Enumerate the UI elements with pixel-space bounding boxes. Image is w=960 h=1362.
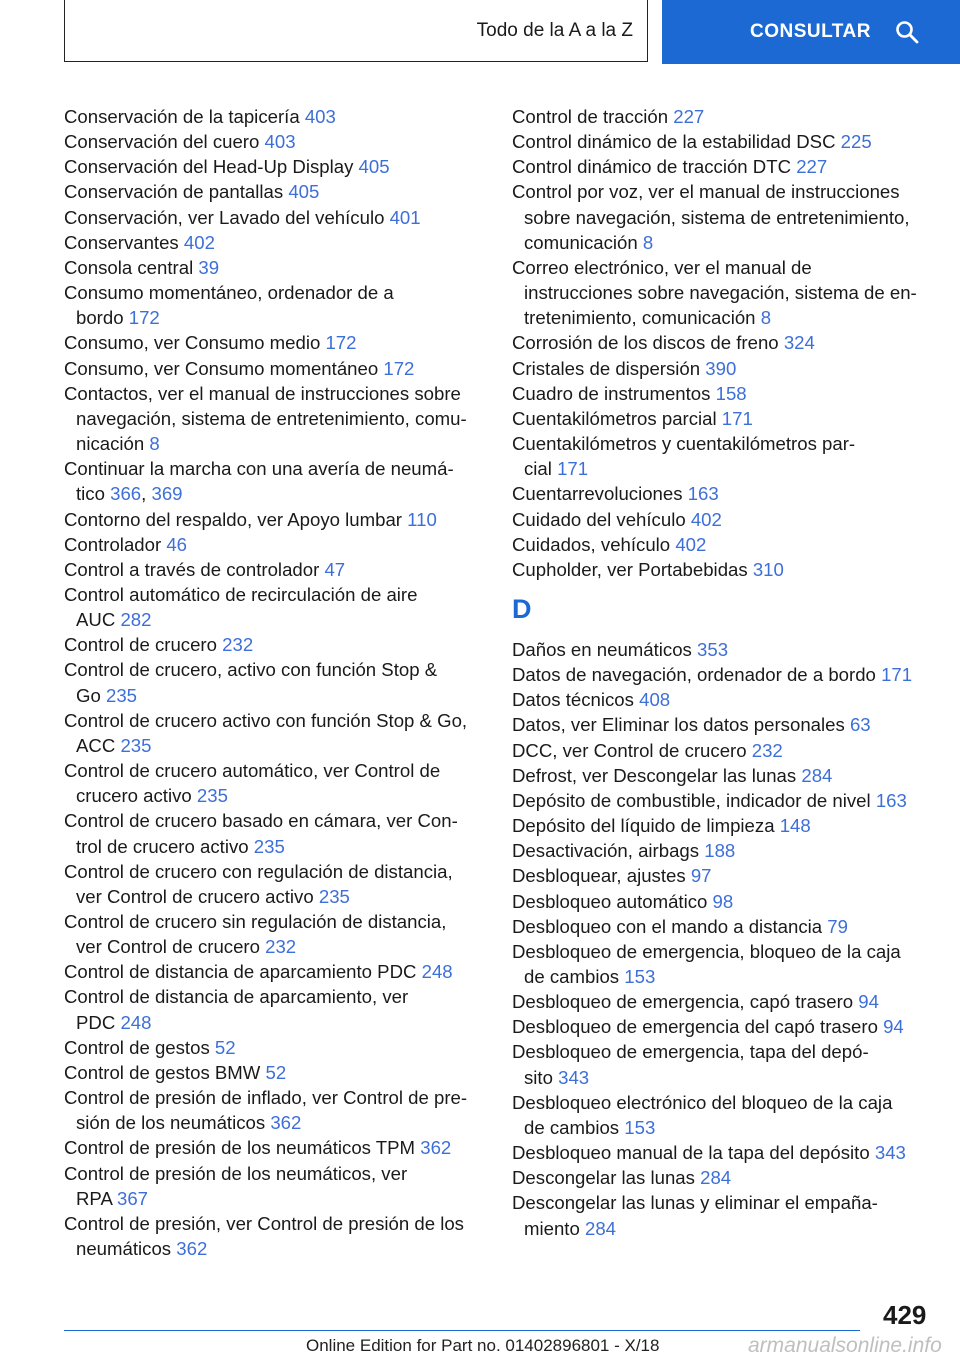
index-entry: Consumo, ver Consumo momentáneo 172 [64,357,415,379]
watermark: armanualsonline.info [748,1334,942,1357]
page-link[interactable]: 171 [881,664,913,686]
page-link[interactable]: 367 [117,1187,149,1209]
page-number: 429 [883,1300,927,1330]
page-link[interactable]: 94 [883,1016,904,1038]
index-column-right [512,104,932,1241]
page-link[interactable]: 52 [265,1061,287,1083]
index-entry: Control de crucero automático, ver Control de crucero activo 235 [64,760,441,807]
page-link[interactable]: 343 [874,1142,906,1164]
page-link[interactable]: 235 [196,785,228,807]
index-entry: Contactos, ver el manual de instrucciones sobre navegación, sistema de entretenimiento, comu‐ nicación 8 [64,382,467,455]
index-entry: Desbloqueo de emergencia del capó trasero 94 [512,1016,904,1038]
index-entry: Depósito del líquido de limpieza 148 [512,815,811,837]
page-link[interactable]: 284 [584,1217,617,1239]
index-entry: Control de gestos 52 [64,1036,236,1058]
page-link[interactable]: 343 [558,1066,590,1088]
footer-divider [64,1330,860,1331]
tab-index-a-z[interactable] [64,0,648,62]
index-entry: Desbloqueo automático 98 [512,890,734,912]
index-entry: Consumo, ver Consumo medio 172 [64,332,357,354]
index-entry: Desbloqueo con el mando a distancia 79 [512,915,848,937]
page-link[interactable]: 235 [105,684,138,706]
index-entry: Cristales de dispersión 390 [512,357,737,379]
top-navigation [0,0,960,66]
page-link[interactable]: 8 [760,307,772,329]
page-link[interactable]: 227 [796,156,828,178]
index-entry: Control de distancia de aparcamiento, ver PDC 248 [64,986,409,1033]
index-entry: Control de distancia de aparcamiento PDC 248 [64,961,453,983]
page-link[interactable]: 172 [128,307,160,329]
index-entry: Datos, ver Eliminar los datos personales 63 [512,714,871,736]
page-link[interactable]: 171 [721,407,753,429]
page-link[interactable]: 52 [214,1036,236,1058]
index-entry: Control de presión de los neumáticos, ver RPA 367 [64,1162,408,1209]
page-link[interactable]: 97 [690,865,712,887]
page-link[interactable]: 402 [183,231,215,253]
page-link[interactable]: 94 [858,991,879,1013]
index-entry: Control de crucero basado en cámara, ver Con‐ trol de crucero activo 235 [64,810,458,857]
index-entry: Cupholder, ver Portabebidas 310 [512,558,784,580]
index-entry: Control dinámico de la estabilidad DSC 225 [512,131,872,153]
index-entry: Desbloqueo de emergencia, capó trasero 94 [512,991,879,1013]
page-link[interactable]: 284 [801,764,833,786]
tab-index-label: Todo de la A a la Z [476,19,633,41]
page-link[interactable]: 248 [421,961,453,983]
index-entry: Desbloquear, ajustes 97 [512,865,712,887]
index-entry: Control de crucero, activo con función Stop & Go 235 [64,659,438,706]
index-entry: Cuidado del vehículo 402 [512,508,722,530]
index-entry: Control de crucero 232 [64,634,254,656]
page-link[interactable]: 158 [715,382,747,404]
index-entry: Control dinámico de tracción DTC 227 [512,156,828,178]
page-link[interactable]: 163 [875,789,907,811]
index-entry: Cuentakilómetros y cuentakilómetros par‐ cial 171 [512,433,856,480]
index-entry: Descongelar las lunas y eliminar el empaña‐ miento 284 [512,1192,878,1239]
index-entry: Control a través de controlador 47 [64,558,346,580]
page-link[interactable]: 390 [705,357,737,379]
index-entry: Control por voz, ver el manual de instrucciones sobre navegación, sistema de entretenimiento, comunicación 8 [512,181,910,253]
page-link[interactable]: 402 [675,533,707,555]
index-entry: Control de crucero activo con función Stop & Go, ACC 235 [64,709,468,756]
page-link[interactable]: 232 [222,634,254,656]
index-entry: Descongelar las lunas 284 [512,1167,732,1189]
page-link[interactable]: 353 [697,638,729,660]
page-link[interactable]: 171 [557,458,589,480]
page-link[interactable]: 172 [383,357,415,379]
index-entry: Defrost, ver Descongelar las lunas 284 [512,764,833,786]
index-entry: Depósito de combustible, indicador de nivel 163 [512,789,907,811]
index-entry: Cuentakilómetros parcial 171 [512,407,753,429]
page-link[interactable]: 232 [751,739,783,761]
index-entry: Desactivación, airbags 188 [512,840,736,862]
index-entry: Continuar la marcha con una avería de neumá‐ tico 366, 369 [64,458,454,505]
index-entry: Conservantes 402 [64,231,215,253]
page-link[interactable]: 79 [827,915,848,937]
page-link[interactable]: 282 [120,609,152,631]
page-link[interactable]: 235 [120,734,152,756]
index-entry: Conservación, ver Lavado del vehículo 401 [64,206,421,228]
index-entry: Conservación del Head-Up Display 405 [64,156,390,178]
page-link[interactable]: 39 [198,256,220,278]
index-entry: Contorno del respaldo, ver Apoyo lumbar 110 [64,508,437,530]
index-entry: Desbloqueo electrónico del bloqueo de la caja de cambios 153 [512,1091,893,1138]
page-link[interactable]: 324 [783,332,815,354]
section-heading-d: D [512,593,532,624]
index-entry: Control de presión, ver Control de presión de los neumáticos 362 [64,1212,464,1260]
page-link[interactable]: 362 [420,1137,452,1159]
index-entry: Consola central 39 [64,256,220,278]
page-link[interactable]: 405 [288,181,320,203]
footer [64,1334,960,1362]
page-link[interactable]: 369 [151,483,183,505]
page-link[interactable]: 403 [264,131,296,153]
index-column-left [64,104,484,1261]
index-entry: Control de gestos BMW 52 [64,1061,287,1083]
page-link[interactable]: 405 [358,156,390,178]
page-link[interactable]: 172 [325,332,357,354]
page-link[interactable]: 362 [176,1238,208,1260]
page-link[interactable]: 235 [253,835,285,857]
page-link[interactable]: 98 [712,890,734,912]
search-icon [895,20,919,44]
page-link[interactable]: 362 [270,1112,302,1134]
tab-consult-label: CONSULTAR [750,21,871,42]
index-entry: DCC, ver Control de crucero 232 [512,739,783,761]
page-link[interactable]: 63 [849,714,871,736]
page-link[interactable]: 401 [389,206,421,228]
page-link[interactable]: 284 [700,1167,732,1189]
page-link[interactable]: 235 [318,885,350,907]
page-link[interactable]: 402 [690,508,722,530]
index-entry: Datos técnicos 408 [512,689,671,711]
index-entry: Control automático de recirculación de aire AUC 282 [64,583,418,631]
index-entry: Control de presión de inflado, ver Control de pre‐ sión de los neumáticos 362 [64,1087,468,1134]
index-entry: Controlador 46 [64,533,188,555]
index-entry: Conservación de pantallas 405 [64,181,320,203]
index-entry: Conservación de la tapicería 403 [64,106,336,127]
page-link[interactable]: 47 [324,558,346,580]
index-entry: Conservación del cuero 403 [64,131,296,153]
page-link[interactable]: 366 [110,483,142,505]
page-link[interactable]: 148 [779,815,811,837]
page-link[interactable]: 225 [840,131,872,153]
page-link[interactable]: 248 [120,1011,152,1033]
page-link[interactable]: 403 [304,106,336,127]
index-entry: Consumo momentáneo, ordenador de a bordo 172 [64,282,394,329]
index-entry: Cuadro de instrumentos 158 [512,382,747,404]
index-entry: Cuentarrevoluciones 163 [512,483,719,505]
index-entry: Cuidados, vehículo 402 [512,533,707,555]
index-entry: Datos de navegación, ordenador de a bordo 171 [512,664,913,686]
page-link[interactable]: 227 [673,106,705,127]
index-entry: Control de crucero con regulación de distancia, ver Control de crucero activo 235 [64,860,453,907]
index-entry: Correo electrónico, ver el manual de instrucciones sobre navegación, sistema de en‐ tretenimiento, comunicación 8 [512,256,917,329]
page-link[interactable]: 153 [624,966,656,987]
page-link[interactable]: 310 [752,558,784,580]
index-entry: Control de tracción 227 [512,106,705,127]
index-entry: Desbloqueo de emergencia, bloqueo de la caja de cambios 153 [512,940,901,987]
page-link[interactable]: 232 [265,936,297,958]
page-link[interactable]: 188 [704,840,736,862]
page-link[interactable]: 8 [642,231,654,253]
edition-text: Online Edition for Part no. 01402896801 - X/18 [306,1336,660,1355]
page-link[interactable]: 110 [407,508,437,530]
index-entry: Daños en neumáticos 353 [512,638,729,660]
page-link[interactable]: 46 [166,533,188,555]
index-entry: Desbloqueo de emergencia, tapa del depó‐ sito 343 [512,1041,869,1088]
tab-consult[interactable] [662,0,960,64]
page-link[interactable]: 163 [687,483,719,505]
page-link[interactable]: 153 [624,1116,656,1138]
index-entry: Corrosión de los discos de freno 324 [512,332,815,354]
index-entry: Control de presión de los neumáticos TPM 362 [64,1137,452,1159]
page-link[interactable]: 8 [149,433,160,455]
index-entry: Desbloqueo manual de la tapa del depósito 343 [512,1142,906,1164]
page-link[interactable]: 408 [639,689,671,711]
index-entry: Control de crucero sin regulación de distancia, ver Control de crucero 232 [64,911,447,958]
